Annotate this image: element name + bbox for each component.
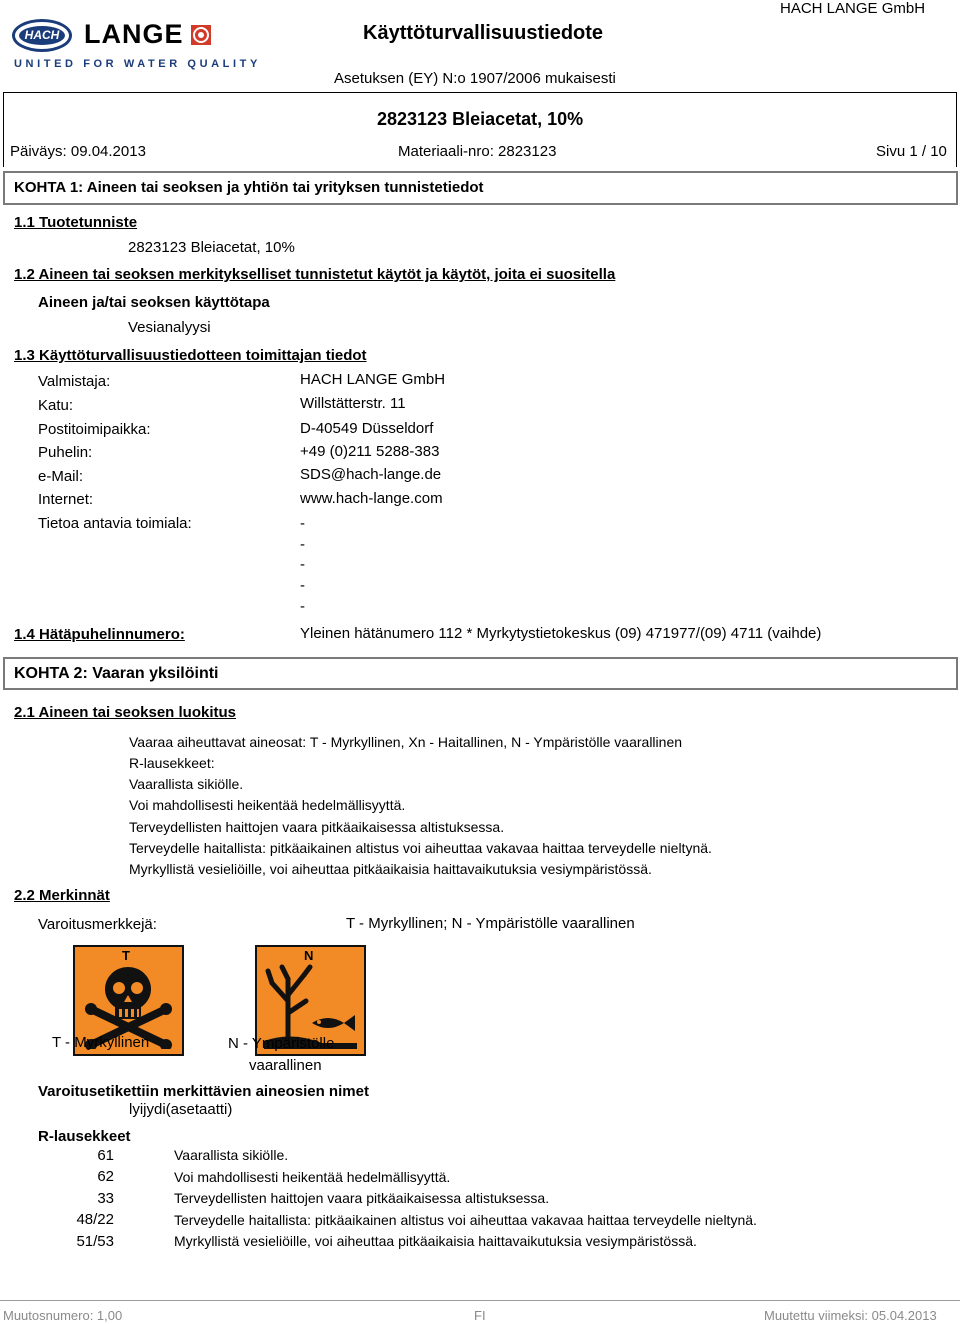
supplier-label: Postitoimipaikka:: [38, 421, 151, 438]
r-phrase-text: Myrkyllistä vesieliöille, voi aiheuttaa pitkäaikaisia haittavaikutuksia vesiympäristössä.: [174, 1233, 697, 1249]
dash-line: -: [300, 536, 305, 553]
r-phrases-title: R-lausekkeet: [38, 1128, 131, 1145]
product-title: 2823123 Bleiacetat, 10%: [377, 109, 584, 129]
r-phrase-code: 62: [97, 1168, 114, 1185]
supplier-value: +49 (0)211 5288-383: [300, 443, 440, 460]
dash-line: -: [300, 598, 305, 615]
supplier-label: Internet:: [38, 491, 94, 508]
issue-date: Päiväys: 09.04.2013: [10, 143, 146, 160]
supplier-value: Willstätterstr. 11: [300, 395, 406, 412]
label-ingredients-title: Varoitusetikettiin merkittävien aineosien nimet: [38, 1083, 369, 1100]
classification-line: Vaarallista sikiölle.: [129, 776, 244, 792]
material-number: Materiaali-nro: 2823123: [398, 143, 557, 160]
revision-number: Muutosnumero: 1,00: [3, 1308, 123, 1323]
pictogram-letter: T: [122, 948, 130, 963]
lange-logo-text: LANGE: [84, 19, 184, 49]
toxic-caption: T - Myrkyllinen: [52, 1034, 150, 1051]
classification-line: Terveydelle haitallista: pitkäaikainen altistus voi aiheuttaa vakavaa haittaa terveydelle nieltynä.: [129, 840, 712, 856]
s22-title: 2.2 Merkinnät: [14, 887, 110, 904]
r-phrase-text: Terveydelle haitallista: pitkäaikainen altistus voi aiheuttaa vakavaa haittaa terveydelle nieltynä.: [174, 1212, 757, 1228]
r-phrase-code: 51/53: [76, 1233, 114, 1250]
lange-target-icon: [190, 24, 212, 51]
s14-title: 1.4 Hätäpuhelinnumero:: [14, 626, 185, 643]
hach-logo-text: HACH: [19, 26, 65, 45]
s12-title: 1.2 Aineen tai seoksen merkitykselliset tunnistetut käytöt ja käytöt, joita ei suositella: [14, 266, 616, 283]
dash-line: -: [300, 556, 305, 573]
emergency-number: Yleinen hätänumero 112 * Myrkytystietokeskus (09) 471977/(09) 4711 (vaihde): [300, 625, 822, 642]
dash-line: -: [300, 577, 305, 594]
r-phrase-text: Voi mahdollisesti heikentää hedelmällisyyttä.: [174, 1169, 451, 1185]
supplier-value: D-40549 Düsseldorf: [300, 420, 434, 437]
r-phrase-code: 61: [97, 1147, 114, 1164]
r-phrase-code: 33: [97, 1190, 114, 1207]
supplier-email[interactable]: SDS@hach-lange.de: [300, 466, 442, 483]
supplier-label: Katu:: [38, 397, 74, 414]
supplier-value: -: [300, 515, 305, 532]
symbols-value: T - Myrkyllinen; N - Ympäristölle vaarallinen: [346, 915, 635, 932]
supplier-value: HACH LANGE GmbH: [300, 371, 446, 388]
s13-title: 1.3 Käyttöturvallisuustiedotteen toimittajan tiedot: [14, 347, 367, 364]
language-code: FI: [474, 1308, 486, 1323]
r-phrase-text: Vaarallista sikiölle.: [174, 1147, 289, 1163]
supplier-website[interactable]: www.hach-lange.com: [300, 490, 443, 507]
footer-divider: [0, 1300, 960, 1301]
tagline: UNITED FOR WATER QUALITY: [14, 58, 261, 70]
r-phrase-code: 48/22: [76, 1211, 114, 1228]
classification-line: Vaaraa aiheuttavat aineosat: T - Myrkyllinen, Xn - Haitallinen, N - Ympäristölle vaarallinen: [129, 734, 683, 750]
s12-label: Aineen ja/tai seoksen käyttötapa: [38, 294, 270, 311]
classification-line: Myrkyllistä vesieliöille, voi aiheuttaa pitkäaikaisia haittavaikutuksia vesiympäristössä.: [129, 861, 652, 877]
symbols-label: Varoitusmerkkejä:: [38, 916, 157, 933]
pictogram-letter: N: [304, 948, 314, 963]
page-number: Sivu 1 / 10: [876, 143, 947, 160]
classification-line: Voi mahdollisesti heikentää hedelmällisyyttä.: [129, 797, 406, 813]
classification-line: Terveydellisten haittojen vaara pitkäaikaisessa altistuksessa.: [129, 819, 505, 835]
environment-caption-line2: vaarallinen: [249, 1057, 322, 1074]
s21-title: 2.1 Aineen tai seoksen luokitus: [14, 704, 237, 721]
s12-value: Vesianalyysi: [128, 319, 211, 336]
label-ingredients-value: lyijydi(asetaatti): [129, 1101, 233, 1118]
supplier-label: Valmistaja:: [38, 373, 111, 390]
environment-caption: N - Ympäristölle: [228, 1035, 335, 1052]
last-modified: Muutettu viimeksi: 05.04.2013: [764, 1308, 937, 1323]
supplier-label: e-Mail:: [38, 468, 84, 485]
section1-title: KOHTA 1: Aineen tai seoksen ja yhtiön tai yrityksen tunnistetiedot: [14, 179, 484, 196]
r-phrase-text: Terveydellisten haittojen vaara pitkäaikaisessa altistuksessa.: [174, 1190, 550, 1206]
regulation-text: Asetuksen (EY) N:o 1907/2006 mukaisesti: [334, 70, 616, 87]
header-company: HACH LANGE GmbH: [780, 0, 926, 17]
classification-line: R-lausekkeet:: [129, 755, 215, 771]
section2-title: KOHTA 2: Vaaran yksilöinti: [14, 665, 219, 682]
supplier-label: Tietoa antavia toimiala:: [38, 515, 192, 532]
hach-logo-icon: [12, 19, 72, 52]
supplier-label: Puhelin:: [38, 444, 93, 461]
product-identifier: 2823123 Bleiacetat, 10%: [128, 239, 295, 256]
s11-title: 1.1 Tuotetunniste: [14, 214, 138, 231]
document-title: Käyttöturvallisuustiedote: [363, 22, 604, 44]
